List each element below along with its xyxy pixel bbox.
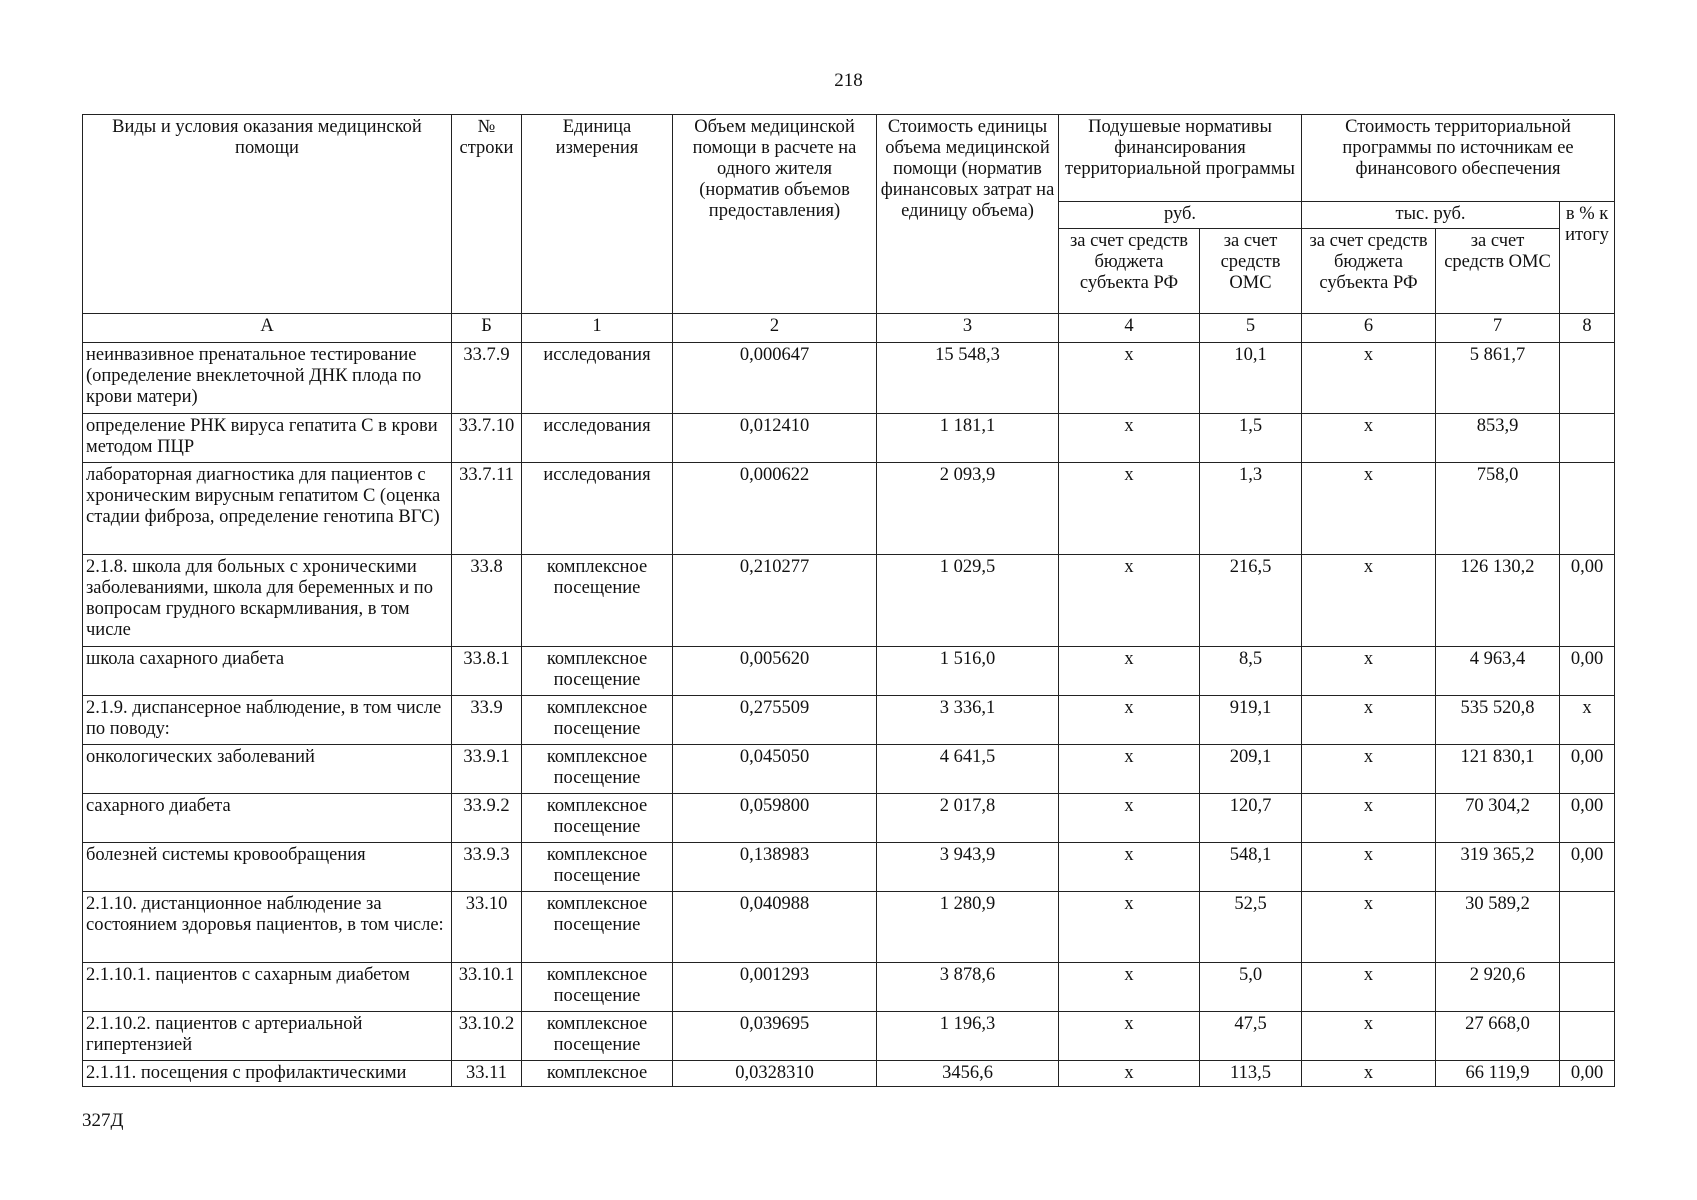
row-unit-cell: комплексное посещение: [522, 892, 673, 963]
row-cost-cell: 1 280,9: [877, 892, 1059, 963]
row-oms-rub-cell: 113,5: [1200, 1061, 1302, 1087]
row-pct-cell: 0,00: [1560, 647, 1615, 696]
row-pct-cell: 0,00: [1560, 745, 1615, 794]
row-pct-cell: [1560, 343, 1615, 414]
row-volume-cell: 0,005620: [673, 647, 877, 696]
row-budget-thous-cell: x: [1302, 745, 1436, 794]
row-line-cell: 33.9: [452, 696, 522, 745]
row-budget-rub-cell: x: [1059, 463, 1200, 555]
index-cell: А: [83, 314, 452, 343]
row-oms-rub-cell: 5,0: [1200, 963, 1302, 1012]
row-volume-cell: 0,045050: [673, 745, 877, 794]
row-volume-cell: 0,138983: [673, 843, 877, 892]
row-volume-cell: 0,001293: [673, 963, 877, 1012]
row-budget-rub-cell: x: [1059, 794, 1200, 843]
row-volume-cell: 0,0328310: [673, 1061, 877, 1087]
row-name-cell: неинвазивное пренатальное тестирование (определение внеклеточной ДНК плода по крови матери): [83, 343, 452, 414]
table-row: [83, 463, 1615, 555]
row-oms-thous-cell: 126 130,2: [1436, 555, 1560, 647]
row-pct-cell: [1560, 892, 1615, 963]
row-cost-cell: 1 181,1: [877, 414, 1059, 463]
row-name-cell: школа сахарного диабета: [83, 647, 452, 696]
financing-table: [82, 114, 1615, 1087]
row-name-cell: 2.1.10.2. пациентов с артериальной гипертензией: [83, 1012, 452, 1061]
row-oms-rub-cell: 120,7: [1200, 794, 1302, 843]
row-name-cell: 2.1.9. диспансерное наблюдение, в том числе по поводу:: [83, 696, 452, 745]
row-unit-cell: комплексное посещение: [522, 696, 673, 745]
table-row: [83, 555, 1615, 647]
page-number: 218: [834, 70, 863, 91]
row-pct-cell: 0,00: [1560, 794, 1615, 843]
index-cell: 5: [1200, 314, 1302, 343]
row-oms-thous-cell: 121 830,1: [1436, 745, 1560, 794]
row-name-cell: болезней системы кровообращения: [83, 843, 452, 892]
row-oms-rub-cell: 47,5: [1200, 1012, 1302, 1061]
row-pct-cell: 0,00: [1560, 555, 1615, 647]
row-cost-cell: 3456,6: [877, 1061, 1059, 1087]
row-oms-rub-cell: 1,3: [1200, 463, 1302, 555]
row-budget-rub-cell: x: [1059, 963, 1200, 1012]
row-oms-thous-cell: 319 365,2: [1436, 843, 1560, 892]
row-budget-thous-cell: x: [1302, 414, 1436, 463]
index-cell: 6: [1302, 314, 1436, 343]
row-oms-rub-cell: 10,1: [1200, 343, 1302, 414]
row-line-cell: 33.8.1: [452, 647, 522, 696]
index-cell: 3: [877, 314, 1059, 343]
row-oms-rub-cell: 209,1: [1200, 745, 1302, 794]
row-cost-cell: 1 516,0: [877, 647, 1059, 696]
row-volume-cell: 0,039695: [673, 1012, 877, 1061]
index-cell: 1: [522, 314, 673, 343]
row-name-cell: 2.1.10. дистанционное наблюдение за состоянием здоровья пациентов, в том числе:: [83, 892, 452, 963]
header-cost: Стоимость единицы объема медицинской помощи (норматив финансовых затрат на единицу объема): [877, 115, 1059, 314]
row-budget-rub-cell: x: [1059, 892, 1200, 963]
table-row: [83, 647, 1615, 696]
row-budget-thous-cell: x: [1302, 463, 1436, 555]
row-unit-cell: комплексное посещение: [522, 555, 673, 647]
row-pct-cell: [1560, 463, 1615, 555]
row-line-cell: 33.9.2: [452, 794, 522, 843]
table-body: [83, 343, 1615, 1087]
header-line: № строки: [452, 115, 522, 314]
row-name-cell: определение РНК вируса гепатита С в крови методом ПЦР: [83, 414, 452, 463]
row-unit-cell: комплексное посещение: [522, 1012, 673, 1061]
header-oms-thous: за счет средств ОМС: [1436, 229, 1560, 314]
header-volume: Объем медицинской помощи в расчете на одного жителя (норматив объемов предоставления): [673, 115, 877, 314]
row-oms-rub-cell: 919,1: [1200, 696, 1302, 745]
row-oms-thous-cell: 4 963,4: [1436, 647, 1560, 696]
row-volume-cell: 0,012410: [673, 414, 877, 463]
row-unit-cell: комплексное посещение: [522, 745, 673, 794]
table-row: [83, 892, 1615, 963]
row-pct-cell: x: [1560, 696, 1615, 745]
row-volume-cell: 0,000647: [673, 343, 877, 414]
row-volume-cell: 0,210277: [673, 555, 877, 647]
row-budget-thous-cell: x: [1302, 1061, 1436, 1087]
row-budget-rub-cell: x: [1059, 414, 1200, 463]
table-row: [83, 343, 1615, 414]
row-pct-cell: [1560, 963, 1615, 1012]
table-row: [83, 843, 1615, 892]
row-name-cell: 2.1.8. школа для больных с хроническими заболеваниями, школа для беременных и по вопросам грудного вскармливания, в том числе: [83, 555, 452, 647]
row-oms-rub-cell: 216,5: [1200, 555, 1302, 647]
table-row: [83, 794, 1615, 843]
row-unit-cell: комплексное: [522, 1061, 673, 1087]
row-budget-rub-cell: x: [1059, 343, 1200, 414]
row-cost-cell: 1 196,3: [877, 1012, 1059, 1061]
row-budget-rub-cell: x: [1059, 1012, 1200, 1061]
row-oms-thous-cell: 5 861,7: [1436, 343, 1560, 414]
row-name-cell: лабораторная диагностика для пациентов с хроническим вирусным гепатитом С (оценка стадии фиброза, определение генотипа ВГС): [83, 463, 452, 555]
row-cost-cell: 3 943,9: [877, 843, 1059, 892]
header-unit: Единица измерения: [522, 115, 673, 314]
row-volume-cell: 0,000622: [673, 463, 877, 555]
row-line-cell: 33.7.10: [452, 414, 522, 463]
row-budget-thous-cell: x: [1302, 843, 1436, 892]
header-oms-rub: за счет средств ОМС: [1200, 229, 1302, 314]
row-unit-cell: исследования: [522, 463, 673, 555]
row-oms-thous-cell: 66 119,9: [1436, 1061, 1560, 1087]
table-row: [83, 414, 1615, 463]
row-volume-cell: 0,275509: [673, 696, 877, 745]
header-percapita: Подушевые нормативы финансирования территориальной программы: [1059, 115, 1302, 202]
row-budget-thous-cell: x: [1302, 892, 1436, 963]
row-budget-thous-cell: x: [1302, 1012, 1436, 1061]
row-pct-cell: 0,00: [1560, 1061, 1615, 1087]
row-line-cell: 33.9.1: [452, 745, 522, 794]
header-pct-total: в % к итогу: [1560, 202, 1615, 314]
row-pct-cell: [1560, 1012, 1615, 1061]
row-budget-thous-cell: x: [1302, 963, 1436, 1012]
row-budget-rub-cell: x: [1059, 745, 1200, 794]
row-oms-rub-cell: 548,1: [1200, 843, 1302, 892]
row-line-cell: 33.10.1: [452, 963, 522, 1012]
index-cell: 2: [673, 314, 877, 343]
row-line-cell: 33.7.9: [452, 343, 522, 414]
row-line-cell: 33.10.2: [452, 1012, 522, 1061]
row-line-cell: 33.10: [452, 892, 522, 963]
row-name-cell: 2.1.11. посещения с профилактическими: [83, 1061, 452, 1087]
row-line-cell: 33.9.3: [452, 843, 522, 892]
row-name-cell: 2.1.10.1. пациентов с сахарным диабетом: [83, 963, 452, 1012]
row-budget-thous-cell: x: [1302, 555, 1436, 647]
row-pct-cell: 0,00: [1560, 843, 1615, 892]
row-budget-rub-cell: x: [1059, 696, 1200, 745]
header-thous-rub: тыс. руб.: [1302, 202, 1560, 229]
row-oms-rub-cell: 1,5: [1200, 414, 1302, 463]
index-cell: 7: [1436, 314, 1560, 343]
row-name-cell: онкологических заболеваний: [83, 745, 452, 794]
row-budget-thous-cell: x: [1302, 794, 1436, 843]
row-budget-rub-cell: x: [1059, 555, 1200, 647]
row-budget-rub-cell: x: [1059, 843, 1200, 892]
header-name: Виды и условия оказания медицинской помощи: [83, 115, 452, 314]
index-cell: 8: [1560, 314, 1615, 343]
row-unit-cell: комплексное посещение: [522, 843, 673, 892]
row-oms-thous-cell: 70 304,2: [1436, 794, 1560, 843]
row-oms-thous-cell: 535 520,8: [1436, 696, 1560, 745]
row-cost-cell: 4 641,5: [877, 745, 1059, 794]
row-budget-thous-cell: x: [1302, 696, 1436, 745]
header-budget-thous: за счет средств бюджета субъекта РФ: [1302, 229, 1436, 314]
table-row: [83, 963, 1615, 1012]
row-cost-cell: 2 017,8: [877, 794, 1059, 843]
header-rub: руб.: [1059, 202, 1302, 229]
row-oms-thous-cell: 2 920,6: [1436, 963, 1560, 1012]
row-line-cell: 33.11: [452, 1061, 522, 1087]
document-code: 327Д: [82, 1110, 124, 1131]
row-line-cell: 33.7.11: [452, 463, 522, 555]
row-budget-rub-cell: x: [1059, 1061, 1200, 1087]
row-cost-cell: 15 548,3: [877, 343, 1059, 414]
row-cost-cell: 3 878,6: [877, 963, 1059, 1012]
row-unit-cell: исследования: [522, 343, 673, 414]
row-budget-thous-cell: x: [1302, 647, 1436, 696]
row-cost-cell: 2 093,9: [877, 463, 1059, 555]
row-pct-cell: [1560, 414, 1615, 463]
row-oms-thous-cell: 853,9: [1436, 414, 1560, 463]
row-name-cell: сахарного диабета: [83, 794, 452, 843]
row-unit-cell: комплексное посещение: [522, 963, 673, 1012]
table-row: [83, 1012, 1615, 1061]
row-oms-rub-cell: 8,5: [1200, 647, 1302, 696]
row-budget-rub-cell: x: [1059, 647, 1200, 696]
table-row: [83, 745, 1615, 794]
index-cell: Б: [452, 314, 522, 343]
header-row-1: [83, 115, 1615, 202]
row-cost-cell: 1 029,5: [877, 555, 1059, 647]
column-index-row: [83, 314, 1615, 343]
table-row: [83, 696, 1615, 745]
row-unit-cell: комплексное посещение: [522, 647, 673, 696]
row-oms-thous-cell: 27 668,0: [1436, 1012, 1560, 1061]
row-volume-cell: 0,040988: [673, 892, 877, 963]
header-budget-rub: за счет средств бюджета субъекта РФ: [1059, 229, 1200, 314]
row-unit-cell: комплексное посещение: [522, 794, 673, 843]
row-oms-thous-cell: 30 589,2: [1436, 892, 1560, 963]
row-line-cell: 33.8: [452, 555, 522, 647]
row-budget-thous-cell: x: [1302, 343, 1436, 414]
row-oms-rub-cell: 52,5: [1200, 892, 1302, 963]
row-oms-thous-cell: 758,0: [1436, 463, 1560, 555]
header-program-cost: Стоимость территориальной программы по источникам ее финансового обеспечения: [1302, 115, 1615, 202]
row-cost-cell: 3 336,1: [877, 696, 1059, 745]
row-unit-cell: исследования: [522, 414, 673, 463]
row-volume-cell: 0,059800: [673, 794, 877, 843]
index-cell: 4: [1059, 314, 1200, 343]
table-row: [83, 1061, 1615, 1087]
